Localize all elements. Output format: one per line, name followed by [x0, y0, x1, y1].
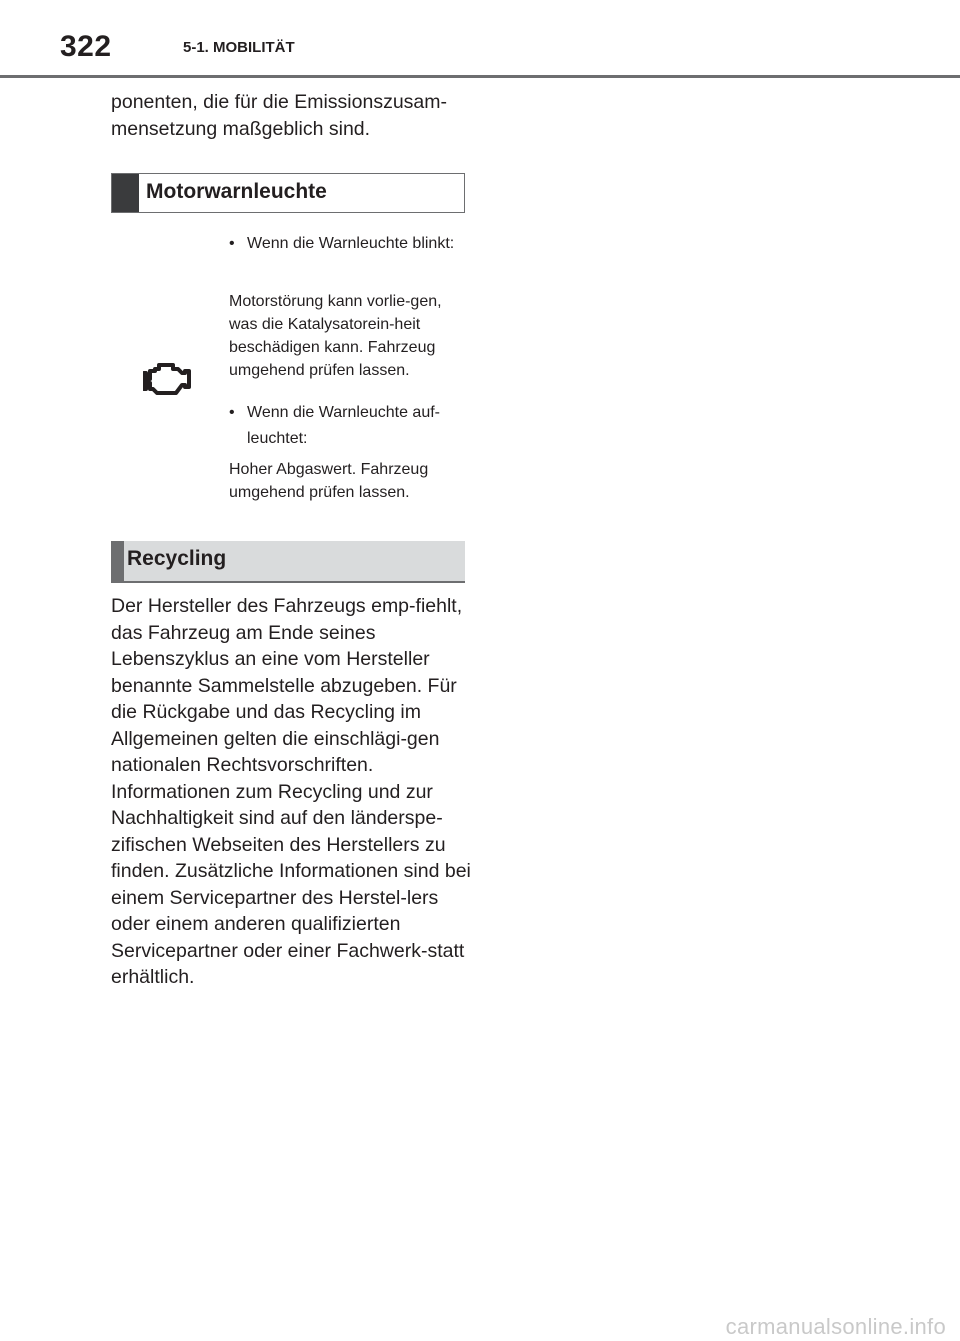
- bullet-blinking: [229, 231, 465, 257]
- page-number: 322: [60, 30, 112, 63]
- bullet-mark: •: [229, 235, 235, 252]
- heading-accent-bar: [112, 174, 139, 212]
- bullet-steady: [229, 400, 465, 452]
- bullet-steady-label: Wenn die Warnleuchte auf-leuchtet:: [247, 404, 440, 447]
- watermark: carmanualsonline.info: [725, 1314, 946, 1339]
- bullet-mark: •: [229, 404, 235, 421]
- header-divider: [0, 75, 960, 78]
- recycling-paragraph: Der Hersteller des Fahrzeugs emp-fiehlt, das Fahrzeug am Ende seines Lebenszyklus an eine vom Hersteller benannte Sammelstelle abzugeben. Für die Rückgabe und das Recycling im Allgemeinen gelten die einschlägi-gen nationalen Rechtsvorschriften. Informationen zum Recycling und zur Nachhaltigkeit sind auf den länderspe-zifischen Webseiten des Herstellers zu finden. Zusätzliche Informationen sind bei einem Servicepartner des Herstel-lers oder einem anderen qualifizierten Servicepartner oder einer Fachwerk-statt erhältlich.: [111, 595, 471, 988]
- description-steady: Hoher Abgaswert. Fahrzeug umgehend prüfen lassen.: [229, 461, 429, 501]
- motor-warning-heading: [111, 173, 465, 213]
- engine-warning-icon: [143, 361, 191, 397]
- recycling-heading: [111, 541, 465, 583]
- bullet-blinking-label: Wenn die Warnleuchte blinkt:: [247, 235, 455, 252]
- heading-accent-bar: [111, 541, 124, 581]
- recycling-heading-label: Recycling: [127, 547, 227, 570]
- motor-warning-heading-label: Motorwarnleuchte: [146, 180, 327, 203]
- chapter-title: 5-1. MOBILITÄT: [183, 39, 295, 56]
- description-blinking: Motorstörung kann vorlie-gen, was die Katalysatorein-heit beschädigen kann. Fahrzeug umgehend prüfen lassen.: [229, 293, 442, 379]
- intro-paragraph: ponenten, die für die Emissionszusam-mensetzung maßgeblich sind.: [111, 91, 448, 140]
